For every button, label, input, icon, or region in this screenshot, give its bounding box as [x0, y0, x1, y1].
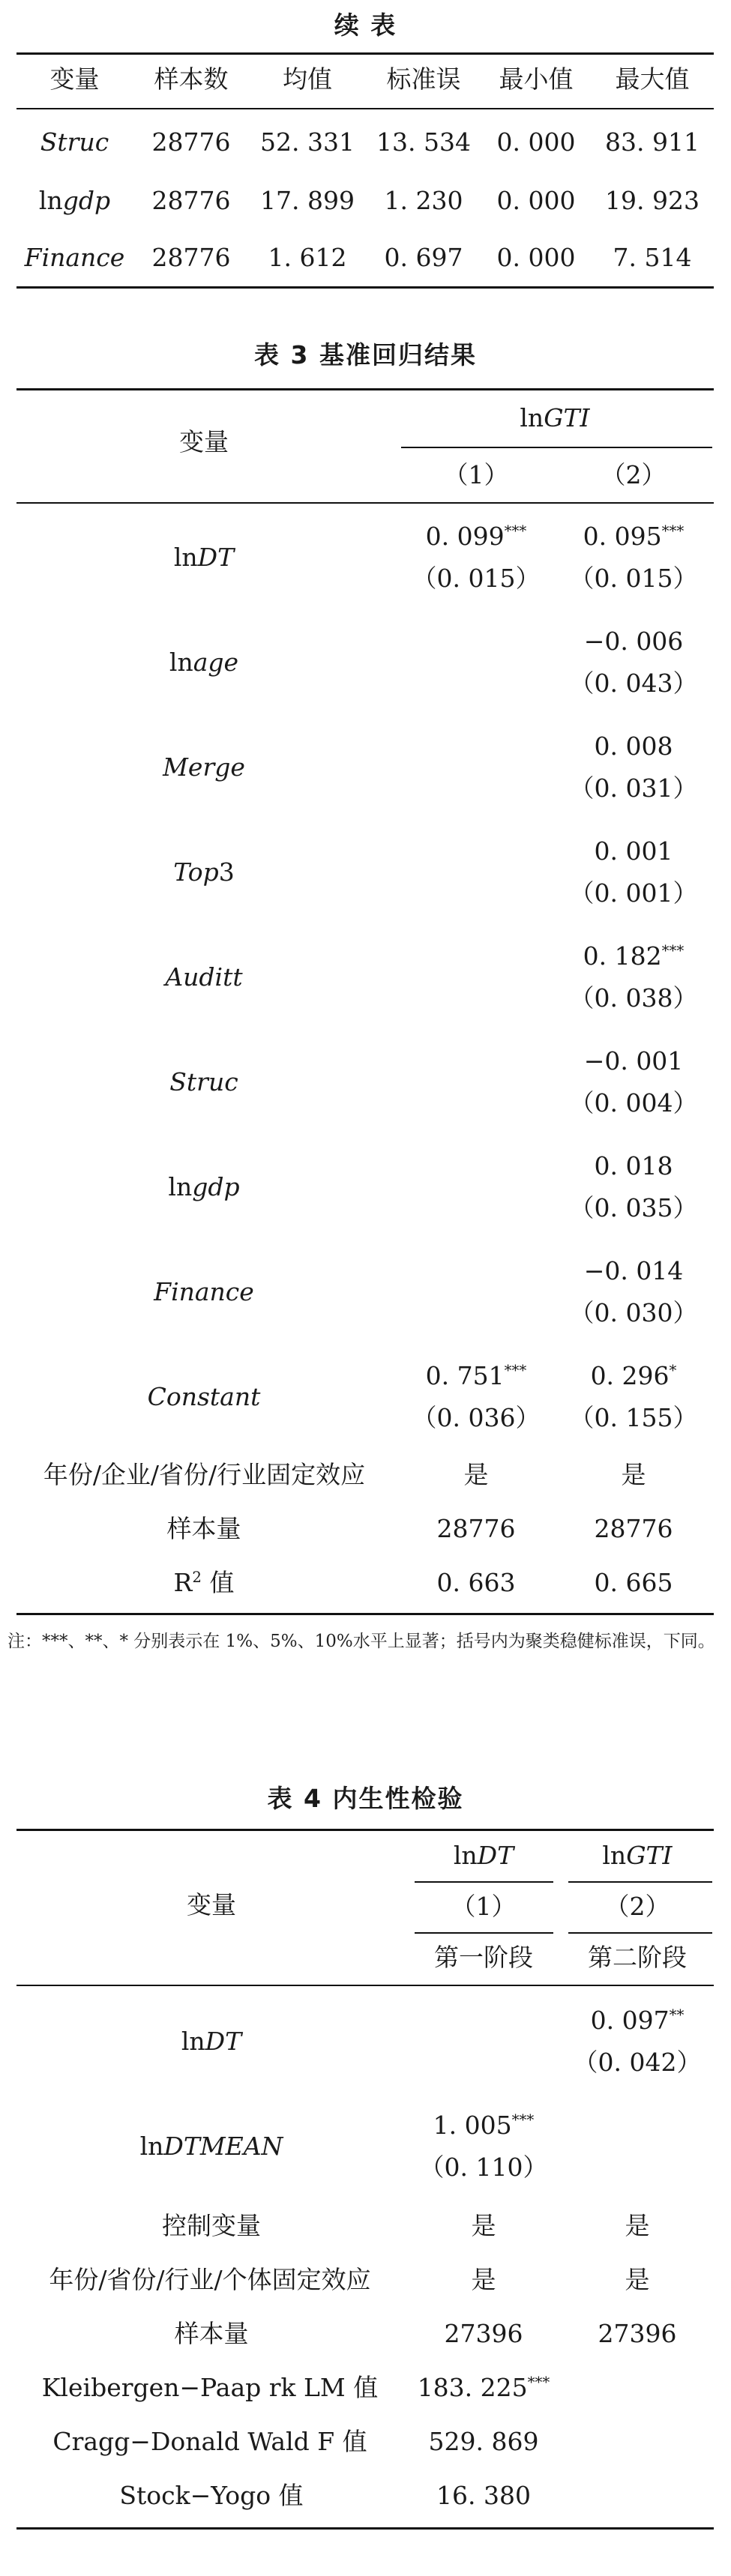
- col-header-variable: 变量: [49, 64, 100, 94]
- row-label-sample-size: 样本量: [174, 2319, 249, 2348]
- coef-cell: 1. 005***: [433, 2111, 535, 2140]
- cell-mean: 1. 612: [268, 243, 347, 272]
- se-cell: （0. 035）: [569, 1193, 698, 1222]
- row-label-stock-yogo: Stock−Yogo 值: [119, 2481, 304, 2510]
- cell-mean: 52. 331: [260, 127, 355, 157]
- table3-dep-var-header: lnGTI: [520, 403, 590, 432]
- ctrl-cell: 是: [625, 2211, 650, 2240]
- coef-cell: 0. 001: [594, 836, 673, 866]
- se-cell: （0. 155）: [569, 1403, 698, 1432]
- table4-top-rule: [16, 1829, 714, 1831]
- r2-cell: 0. 665: [594, 1568, 673, 1597]
- cell-se: 13. 534: [376, 127, 471, 157]
- table4-stage1-header: 第一阶段: [434, 1943, 533, 1972]
- table3-title: 表 3 基准回归结果: [254, 340, 477, 369]
- row-label-lndtmean: lnDTMEAN: [139, 2132, 283, 2161]
- cell-se: 0. 697: [384, 243, 463, 272]
- coef-cell: 0. 751***: [425, 1361, 527, 1390]
- se-cell: （0. 030）: [569, 1298, 698, 1327]
- table3-top-rule: [16, 388, 714, 390]
- row-label-lndt: lnDT: [181, 2027, 242, 2056]
- se-cell: （0. 004）: [569, 1088, 698, 1117]
- col-header-mean: 均值: [283, 64, 332, 94]
- kp-cell: 183. 225***: [417, 2373, 550, 2402]
- se-cell: （0. 015）: [569, 564, 698, 593]
- table4-col1-dep-header: lnDT: [453, 1841, 514, 1870]
- fe-cell: 是: [471, 2265, 496, 2294]
- table4-col1-rule-2: [415, 1932, 553, 1934]
- cell-mean: 17. 899: [260, 186, 355, 215]
- table4-stage2-header: 第二阶段: [588, 1943, 687, 1972]
- row-label-lndt: lnDT: [173, 543, 235, 572]
- table-note: 注：***、**、* 分别表示在 1%、5%、10%水平上显著；括号内为聚类稳健标准误，下同。: [7, 1632, 715, 1651]
- coef-cell: 0. 095***: [583, 522, 685, 551]
- cell-min: 0. 000: [496, 243, 576, 272]
- cell-n: 28776: [151, 127, 231, 157]
- row-label-finance: Finance: [24, 243, 125, 272]
- col-header-std-error: 标准误: [386, 64, 461, 94]
- cell-se: 1. 230: [384, 186, 463, 215]
- ctrl-cell: 是: [471, 2211, 496, 2240]
- table4-col2-header: （2）: [604, 1892, 670, 1921]
- bottom-rule: [16, 286, 714, 289]
- row-label-fixed-effects: 年份/企业/省份/行业固定效应: [43, 1460, 366, 1489]
- table4-var-header: 变量: [187, 1890, 236, 1919]
- table4-col2-rule: [568, 1881, 712, 1883]
- row-label-r-squared: $R^2$ 值: [173, 1568, 235, 1597]
- se-cell: （0. 031）: [569, 773, 698, 803]
- continued-table-title: 续 表: [334, 10, 397, 40]
- se-cell: （0. 036）: [412, 1403, 541, 1432]
- row-label-cragg-donald: Cragg−Donald Wald F 值: [52, 2427, 367, 2456]
- row-label-sample-size: 样本量: [166, 1514, 241, 1543]
- fe-cell: 是: [621, 1460, 646, 1489]
- fe-cell: 是: [625, 2265, 650, 2294]
- cd-cell: 529. 869: [428, 2427, 539, 2456]
- cell-min: 0. 000: [496, 127, 576, 157]
- table4-title: 表 4 内生性检验: [267, 1784, 464, 1813]
- coef-cell: 0. 099***: [425, 522, 527, 551]
- row-label-constant: Constant: [147, 1382, 261, 1411]
- col-header-min: 最小值: [499, 64, 574, 94]
- n-cell: 28776: [594, 1514, 673, 1543]
- coef-cell: −0. 006: [583, 627, 684, 656]
- header-rule: [16, 108, 714, 109]
- cell-max: 83. 911: [605, 127, 700, 157]
- coef-cell: 0. 182***: [583, 941, 685, 971]
- table3-col2-header: （2）: [601, 460, 667, 489]
- coef-cell: −0. 001: [583, 1046, 684, 1076]
- coef-cell: 0. 018: [594, 1151, 673, 1180]
- table4-col1-header: （1）: [451, 1892, 517, 1921]
- table3-var-header: 变量: [179, 427, 229, 456]
- row-label-fixed-effects: 年份/省份/行业/个体固定效应: [49, 2265, 371, 2294]
- r2-cell: 0. 663: [436, 1568, 516, 1597]
- se-cell: （0. 110）: [419, 2153, 548, 2182]
- table3-subheader-rule: [401, 447, 712, 448]
- table4-col2-dep-header: lnGTI: [602, 1841, 673, 1870]
- col-header-max: 最大值: [615, 64, 690, 94]
- row-label-lnage: lnage: [169, 648, 239, 677]
- row-label-finance: Finance: [154, 1277, 254, 1306]
- row-label-top3: Top3: [173, 857, 235, 887]
- row-label-merge: Merge: [163, 752, 245, 782]
- cell-min: 0. 000: [496, 186, 576, 215]
- row-label-controls: 控制变量: [162, 2211, 261, 2240]
- coef-cell: 0. 008: [594, 732, 673, 761]
- table4-header-rule: [16, 1985, 714, 1986]
- cell-max: 19. 923: [605, 186, 700, 215]
- col-header-sample-size: 样本数: [154, 64, 229, 94]
- coef-cell: 0. 097**: [590, 2006, 685, 2035]
- se-cell: （0. 038）: [569, 983, 698, 1013]
- coef-cell: −0. 014: [583, 1256, 684, 1285]
- cell-n: 28776: [151, 186, 231, 215]
- table3-header-rule: [16, 502, 714, 504]
- se-cell: （0. 042）: [573, 2048, 702, 2077]
- table3-col1-header: （1）: [443, 460, 509, 489]
- se-cell: （0. 015）: [412, 564, 541, 593]
- se-cell: （0. 001）: [569, 878, 698, 908]
- row-label-struc: Struc: [169, 1067, 238, 1097]
- coef-cell: 0. 296*: [590, 1361, 677, 1390]
- table4-col1-rule: [415, 1881, 553, 1883]
- n-cell: 28776: [436, 1514, 516, 1543]
- row-label-lngdp: lngdp: [38, 186, 111, 215]
- table4-bottom-rule: [16, 2527, 714, 2530]
- row-label-auditt: Auditt: [165, 962, 243, 992]
- cell-max: 7. 514: [613, 243, 692, 272]
- row-label-lngdp: lngdp: [168, 1172, 240, 1201]
- sy-cell: 16. 380: [436, 2481, 531, 2510]
- row-label-kleibergen-paap: Kleibergen−Paap rk LM 值: [41, 2373, 379, 2402]
- n-cell: 27396: [444, 2319, 523, 2348]
- se-cell: （0. 043）: [569, 669, 698, 698]
- top-rule: [16, 52, 714, 55]
- n-cell: 27396: [598, 2319, 677, 2348]
- cell-n: 28776: [151, 243, 231, 272]
- table3-bottom-rule: [16, 1613, 714, 1615]
- fe-cell: 是: [463, 1460, 489, 1489]
- table4-col2-rule-2: [568, 1932, 712, 1934]
- row-label-struc: Struc: [40, 127, 109, 157]
